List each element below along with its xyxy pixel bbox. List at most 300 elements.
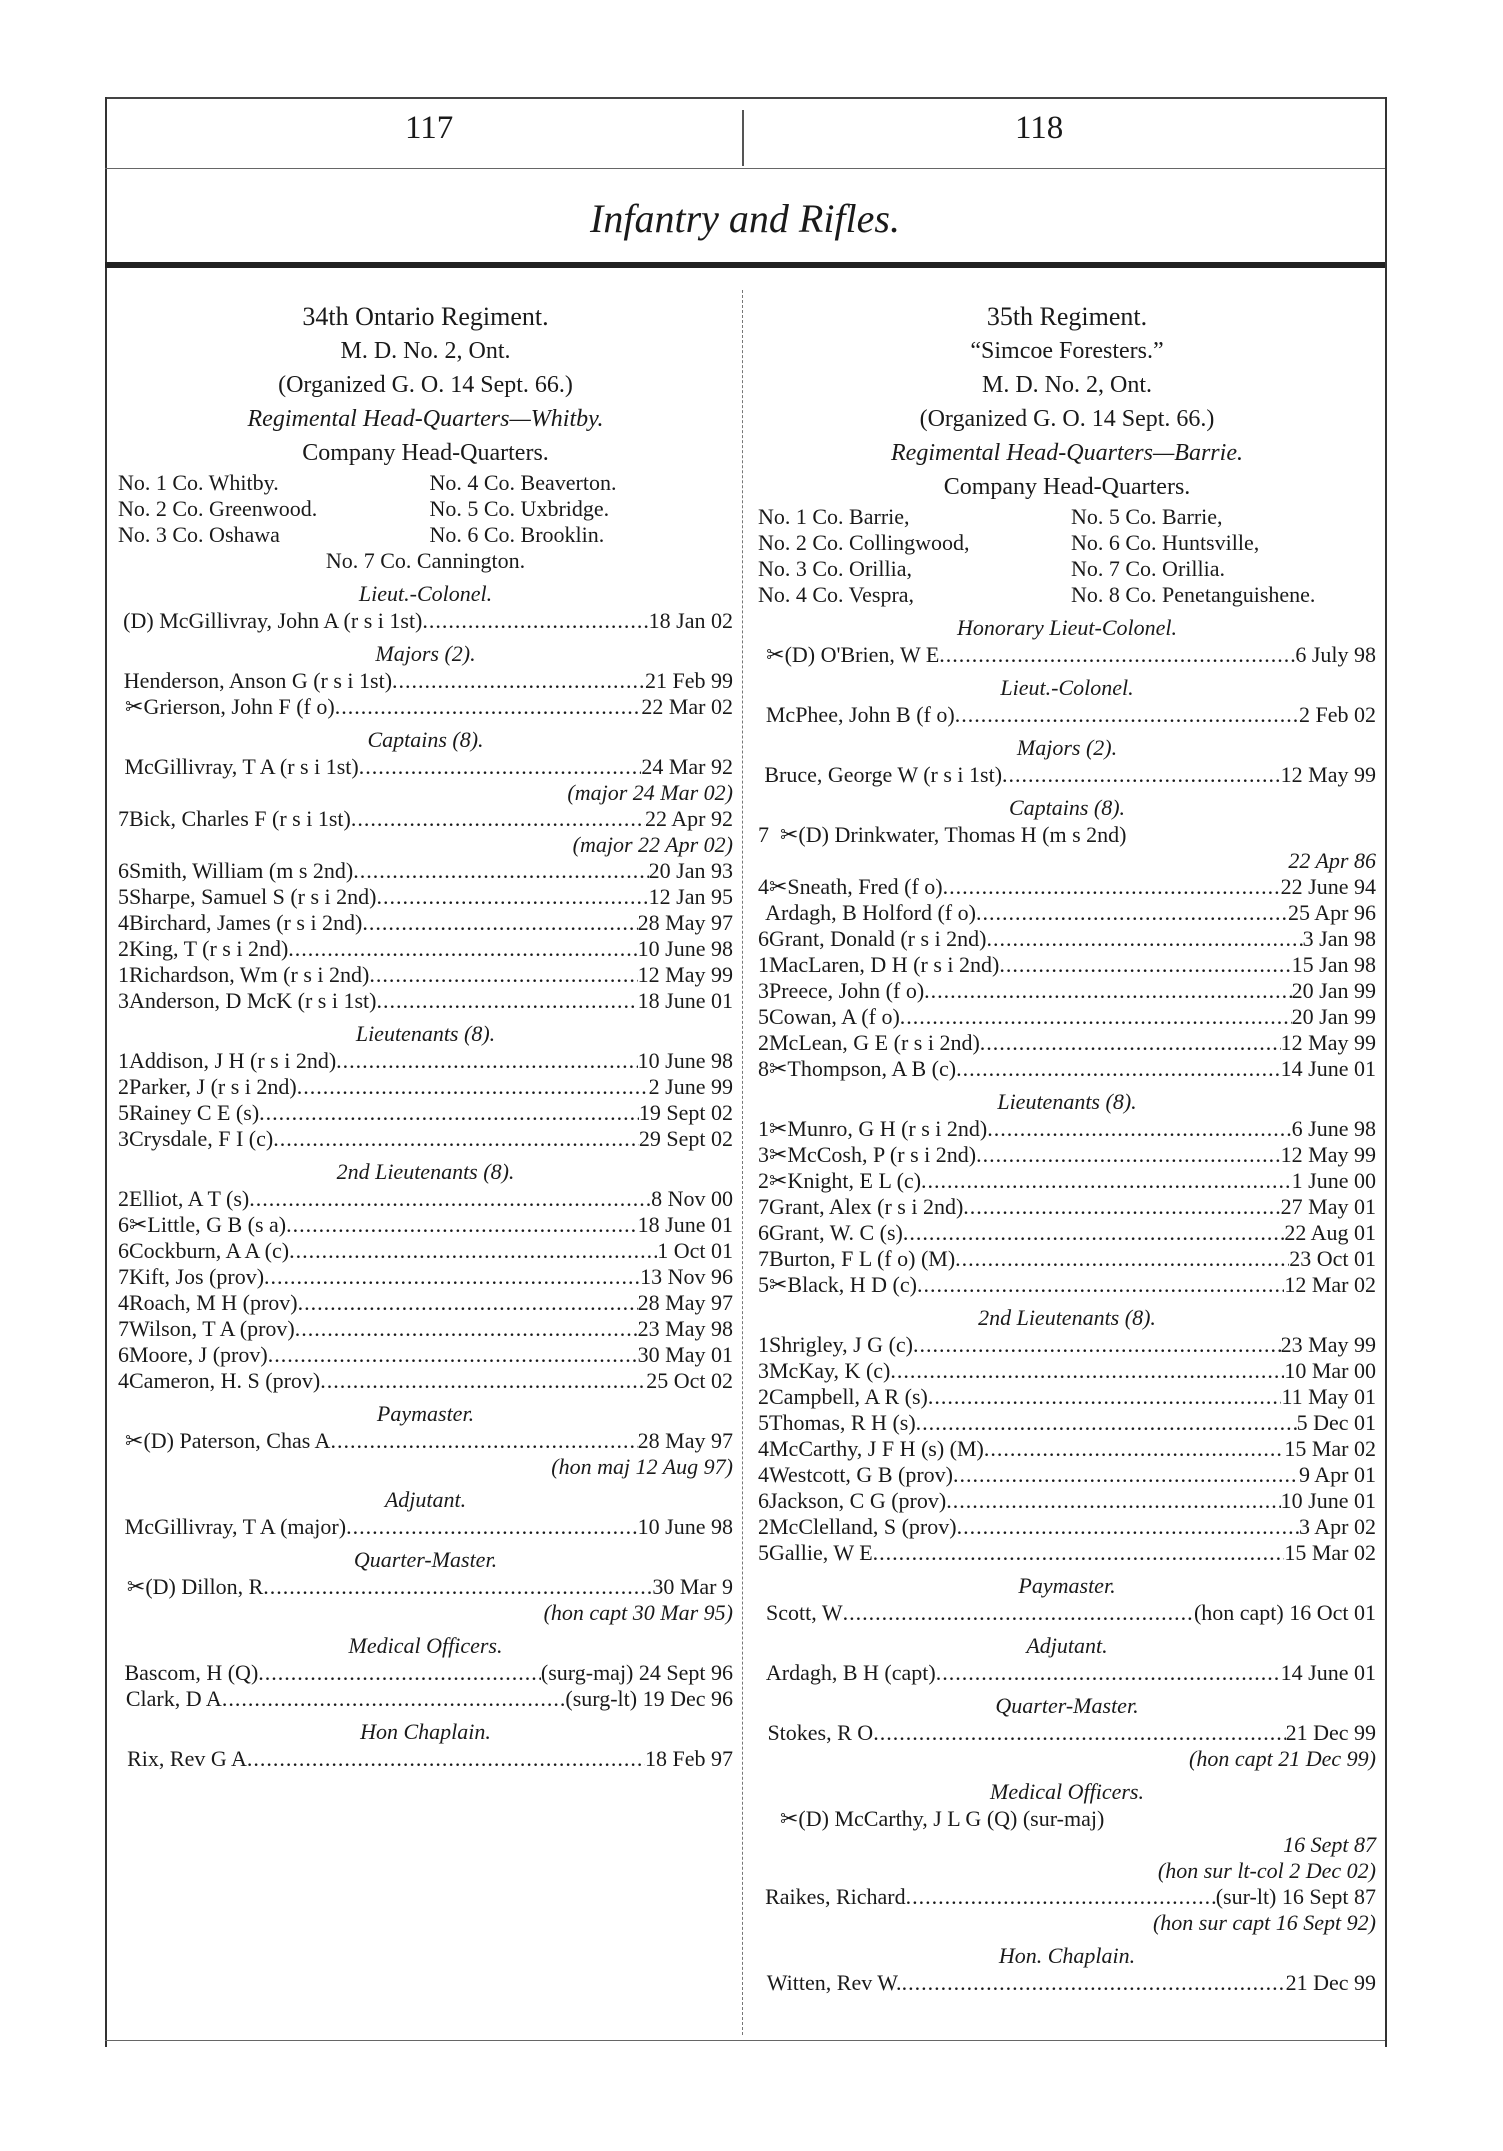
commission-date: 15 Mar 02 — [1284, 1436, 1376, 1461]
company-entry: No. 7 Co. Orillia. — [1071, 556, 1225, 581]
commission-date: 10 June 98 — [637, 936, 733, 961]
leader-dots — [906, 1884, 1216, 1910]
company-entry: No. 6 Co. Huntsville, — [1071, 530, 1260, 555]
officer-note: (major 24 Mar 02) — [567, 780, 733, 805]
officer-row — [758, 1540, 1376, 1566]
rank-heading: Lieut.-Colonel. — [1000, 675, 1134, 700]
officer-name: Parker, J (r s i 2nd) — [129, 1074, 297, 1099]
officer-row — [118, 1574, 733, 1600]
company-number — [758, 1806, 780, 1832]
company-number: 7 — [118, 1316, 129, 1341]
company-number: 2 — [118, 1074, 129, 1099]
leader-dots — [295, 1316, 638, 1342]
officer-name: Westcott, G B (prov) — [769, 1462, 953, 1487]
commission-date: 11 May 01 — [1281, 1384, 1376, 1409]
officer-name: ✂(D) McCarthy, J L G (Q) (sur-maj) — [780, 1806, 1105, 1831]
officer-name: Burton, F L (f o) (M) — [769, 1246, 956, 1271]
officer-name: Ardagh, B Holford (f o) — [765, 900, 976, 925]
commission-date: 9 Apr 01 — [1299, 1462, 1376, 1487]
officer-name: Cameron, H. S (prov) — [129, 1368, 321, 1393]
company-number: 8 — [758, 1056, 769, 1081]
commission-date: 3 Apr 02 — [1299, 1514, 1376, 1539]
company-number: 6 — [118, 1212, 129, 1237]
company-number: 7 — [758, 1194, 769, 1219]
officer-name: ✂(D) Dillon, R — [126, 1574, 264, 1599]
company-entry: No. 1 Co. Whitby. — [118, 470, 279, 495]
leader-dots — [928, 1384, 1282, 1410]
company-entry: No. 8 Co. Penetanguishene. — [1071, 582, 1316, 607]
company-number: 4 — [758, 1436, 769, 1461]
officer-row — [758, 1970, 1376, 1996]
commission-date: 25 Apr 96 — [1288, 900, 1376, 925]
officer-name: ✂(D) Paterson, Chas A — [125, 1428, 331, 1453]
commission-date: 24 Mar 92 — [641, 754, 733, 779]
commission-date: 20 Jan 99 — [1291, 978, 1376, 1003]
company-number: 1 — [118, 962, 129, 987]
officer-note: 22 Apr 86 — [1288, 848, 1376, 873]
company-number — [758, 1970, 767, 1996]
company-number: 5 — [758, 1272, 769, 1297]
commission-date: 13 Nov 96 — [640, 1264, 733, 1289]
company-number: 5 — [118, 1100, 129, 1125]
officer-name: Roach, M H (prov) — [129, 1290, 298, 1315]
commission-date: 25 Oct 02 — [646, 1368, 733, 1393]
leader-dots — [298, 1290, 638, 1316]
officer-name: Bruce, George W (r s i 1st) — [764, 762, 1003, 787]
company-number — [118, 1746, 127, 1772]
company-number — [758, 1660, 766, 1686]
officer-row — [758, 1194, 1376, 1220]
leader-dots — [943, 874, 1281, 900]
commission-date: 21 Dec 99 — [1285, 1970, 1376, 1995]
rank-heading: Quarter-Master. — [353, 1547, 498, 1572]
regimental-hq: Regimental Head-Quarters—Barrie. — [891, 440, 1243, 466]
company-entry: No. 4 Co. Vespra, — [758, 582, 915, 607]
company-number: 1 — [758, 1116, 769, 1141]
leader-dots — [376, 988, 637, 1014]
company-number: 6 — [118, 1342, 129, 1367]
company-entry: No. 5 Co. Barrie, — [1071, 504, 1223, 529]
regiment-title: 34th Ontario Regiment. — [302, 302, 549, 331]
commission-date: 12 May 99 — [1280, 1142, 1376, 1167]
officer-name: Gallie, W E — [769, 1540, 873, 1565]
leader-dots — [336, 1048, 638, 1074]
leader-dots — [335, 694, 642, 720]
officer-row — [758, 822, 1376, 848]
heavy-rule — [105, 262, 1385, 268]
company-hq-title: Company Head-Quarters. — [943, 474, 1191, 500]
leader-dots — [921, 1168, 1292, 1194]
officer-row — [118, 1290, 733, 1316]
leader-dots — [936, 1660, 1281, 1686]
officer-name: McCarthy, J F H (s) (M) — [769, 1436, 984, 1461]
company-number: 2 — [118, 1186, 129, 1211]
rank-heading: Lieutenants (8). — [355, 1021, 496, 1046]
company-entry: No. 2 Co. Collingwood, — [758, 530, 970, 555]
officer-name: Witten, Rev W. — [766, 1970, 902, 1995]
commission-date: 5 Dec 01 — [1296, 1410, 1376, 1435]
officer-name: McGillivray, T A (r s i 1st) — [124, 754, 359, 779]
officer-name: (D) McGillivray, John A (r s i 1st) — [123, 608, 423, 633]
officer-row — [118, 884, 733, 910]
officer-row — [118, 806, 733, 832]
commission-date: (hon capt) 16 Oct 01 — [1193, 1600, 1376, 1625]
officer-row — [118, 668, 733, 694]
officer-name: Rainey C E (s) — [129, 1100, 260, 1125]
officer-name: MacLaren, D H (r s i 2nd) — [769, 952, 1000, 977]
commission-date: 6 July 98 — [1295, 642, 1376, 667]
officer-name: Thomas, R H (s) — [769, 1410, 916, 1435]
officer-name: ✂Grierson, John F (f o) — [125, 694, 335, 719]
company-number: 2 — [758, 1030, 769, 1055]
header-rule — [105, 168, 1385, 169]
commission-date: 1 June 00 — [1291, 1168, 1376, 1193]
commission-date: 29 Sept 02 — [638, 1126, 733, 1151]
roster — [758, 614, 1376, 1996]
officer-name: Campbell, A R (s) — [769, 1384, 928, 1409]
officer-name: Sharpe, Samuel S (r s i 2nd) — [129, 884, 377, 909]
leader-dots — [987, 926, 1303, 952]
leader-dots — [956, 1056, 1281, 1082]
officer-name: Scott, W — [766, 1600, 843, 1625]
commission-date: 22 Apr 92 — [645, 806, 733, 831]
officer-row — [758, 762, 1376, 788]
officer-row — [118, 1342, 733, 1368]
officer-name: ✂Knight, E L (c) — [769, 1168, 922, 1193]
officer-name: Clark, D A — [125, 1686, 222, 1711]
company-list — [758, 504, 1376, 608]
company-number: 3 — [758, 1142, 769, 1167]
officer-name: ✂Thompson, A B (c) — [769, 1056, 957, 1081]
officer-row — [758, 1116, 1376, 1142]
officer-row — [118, 1100, 733, 1126]
commission-date: 10 June 01 — [1280, 1488, 1376, 1513]
company-number: 3 — [118, 1126, 129, 1151]
rank-heading: Lieutenants (8). — [997, 1089, 1137, 1114]
commission-date: 1 Oct 01 — [657, 1238, 733, 1263]
leader-dots — [873, 1720, 1285, 1746]
officer-row — [758, 1272, 1376, 1298]
commission-date: 6 June 98 — [1291, 1116, 1376, 1141]
officer-row — [118, 1264, 733, 1290]
commission-date: 28 May 97 — [637, 1428, 733, 1453]
leader-dots — [953, 1462, 1299, 1488]
rank-heading: Medical Officers. — [348, 1633, 503, 1658]
commission-date: 21 Dec 99 — [1285, 1720, 1376, 1745]
officer-name: Cowan, A (f o) — [769, 1004, 900, 1029]
company-number: 6 — [758, 1220, 769, 1245]
commission-date: 22 June 94 — [1280, 874, 1376, 899]
officer-row — [118, 962, 733, 988]
leader-dots — [939, 642, 1295, 668]
officer-name: Bascom, H (Q) — [124, 1660, 259, 1685]
company-entry: No. 6 Co. Brooklin. — [429, 522, 605, 547]
company-entry: No. 1 Co. Barrie, — [758, 504, 910, 529]
military-district: M. D. No. 2, Ont. — [340, 338, 511, 364]
commission-date: 23 Oct 01 — [1289, 1246, 1376, 1271]
officer-row — [118, 1048, 733, 1074]
company-number: 3 — [118, 988, 129, 1013]
leader-dots — [258, 1660, 541, 1686]
officer-row — [118, 988, 733, 1014]
officer-name: Grant, Alex (r s i 2nd) — [769, 1194, 964, 1219]
company-number: 7 — [118, 1264, 129, 1289]
company-entry: No. 3 Co. Orillia, — [758, 556, 912, 581]
roster — [118, 580, 733, 1772]
leader-dots — [263, 1574, 652, 1600]
commission-date: 3 Jan 98 — [1302, 926, 1376, 951]
officer-note: 16 Sept 87 — [1283, 1832, 1376, 1857]
column-34th-regiment — [118, 300, 733, 1772]
officer-row — [118, 936, 733, 962]
leader-dots — [984, 1436, 1284, 1462]
officer-name: Bick, Charles F (r s i 1st) — [129, 806, 351, 831]
leader-dots — [916, 1410, 1297, 1436]
commission-date: 12 Mar 02 — [1284, 1272, 1376, 1297]
officer-name: Cockburn, A A (c) — [129, 1238, 290, 1263]
officer-note: (hon sur lt-col 2 Dec 02) — [1157, 1858, 1376, 1883]
officer-row — [118, 1686, 733, 1712]
commission-date: (surg-lt) 19 Dec 96 — [565, 1686, 733, 1711]
officer-row — [758, 1332, 1376, 1358]
company-number — [118, 1574, 127, 1600]
organized-note: (Organized G. O. 14 Sept. 66.) — [919, 406, 1215, 432]
rank-heading: Paymaster. — [376, 1401, 475, 1426]
leader-dots — [369, 962, 637, 988]
officer-row — [118, 1212, 733, 1238]
company-list — [118, 470, 733, 548]
commission-date: 15 Jan 98 — [1291, 952, 1376, 977]
officer-row — [118, 1746, 733, 1772]
leader-dots — [273, 1126, 639, 1152]
officer-name: Grant, W. C (s) — [769, 1220, 903, 1245]
officer-name: McLean, G E (r s i 2nd) — [769, 1030, 980, 1055]
officer-row — [758, 874, 1376, 900]
company-number: 4 — [758, 874, 769, 899]
leader-dots — [247, 1746, 645, 1772]
rank-heading: Quarter-Master. — [995, 1693, 1139, 1718]
officer-row — [118, 1074, 733, 1100]
leader-dots — [359, 754, 642, 780]
rank-heading: 2nd Lieutenants (8). — [978, 1305, 1156, 1330]
officer-row — [758, 1246, 1376, 1272]
commission-date: 10 June 98 — [637, 1514, 733, 1539]
commission-date: 30 Mar 9 — [652, 1574, 733, 1599]
commission-date: 18 June 01 — [637, 988, 733, 1013]
page-number-divider — [742, 110, 744, 166]
regimental-hq: Regimental Head-Quarters—Whitby. — [247, 406, 604, 432]
officer-row — [758, 1384, 1376, 1410]
leader-dots — [259, 1100, 639, 1126]
leader-dots — [900, 1004, 1292, 1030]
officer-row — [118, 1316, 733, 1342]
company-number — [118, 1514, 125, 1540]
commission-date: 12 Jan 95 — [648, 884, 733, 909]
officer-note: (hon maj 12 Aug 97) — [551, 1454, 733, 1479]
officer-name: ✂(D) O'Brien, W E — [766, 642, 940, 667]
commission-date: 12 May 99 — [637, 962, 733, 987]
commission-date: 22 Aug 01 — [1284, 1220, 1376, 1245]
leader-dots — [873, 1540, 1285, 1566]
officer-row — [758, 1720, 1376, 1746]
leader-dots — [288, 936, 637, 962]
leader-dots — [1002, 762, 1281, 788]
commission-date: 18 Jan 02 — [648, 608, 733, 633]
company-number — [118, 694, 125, 720]
rank-heading: Captains (8). — [1008, 795, 1126, 820]
company-number: 1 — [758, 952, 769, 977]
commission-date: 28 May 97 — [637, 910, 733, 935]
leader-dots — [264, 1264, 640, 1290]
commission-date: 12 May 99 — [1280, 762, 1376, 787]
company-entry: No. 2 Co. Greenwood. — [118, 496, 318, 521]
officer-row — [758, 1358, 1376, 1384]
company-number: 7 — [758, 822, 769, 847]
officer-row — [758, 1436, 1376, 1462]
leader-dots — [890, 1358, 1284, 1384]
officer-row — [118, 1186, 733, 1212]
company-number — [118, 1686, 126, 1712]
company-number: 4 — [118, 1368, 129, 1393]
commission-date: 20 Jan 93 — [648, 858, 733, 883]
leader-dots — [999, 952, 1291, 978]
officer-note: (hon capt 21 Dec 99) — [1189, 1746, 1376, 1771]
officer-note: (hon sur capt 16 Sept 92) — [1152, 1910, 1376, 1935]
officer-note: (major 22 Apr 02) — [572, 832, 733, 857]
leader-dots — [946, 1488, 1280, 1514]
officer-row — [758, 1660, 1376, 1686]
commission-date: 14 June 01 — [1280, 1660, 1376, 1685]
officer-name: Stokes, R O — [767, 1720, 874, 1745]
officer-name: Elliot, A T (s) — [129, 1186, 250, 1211]
officer-name: ✂Little, G B (s a) — [129, 1212, 287, 1237]
leader-dots — [903, 1220, 1284, 1246]
officer-name: Richardson, Wm (r s i 2nd) — [129, 962, 370, 987]
company-number — [758, 1600, 766, 1626]
commission-date: 30 May 01 — [637, 1342, 733, 1367]
officer-row — [758, 1410, 1376, 1436]
company-number: 5 — [118, 884, 129, 909]
officer-name: Ardagh, B H (capt) — [765, 1660, 936, 1685]
officer-row — [758, 1514, 1376, 1540]
commission-date: 20 Jan 99 — [1291, 1004, 1376, 1029]
officer-name: ✂McCosh, P (r s i 2nd) — [769, 1142, 977, 1167]
officer-row — [758, 926, 1376, 952]
officer-name: King, T (r s i 2nd) — [129, 936, 289, 961]
company-entry: No. 5 Co. Uxbridge. — [429, 496, 610, 521]
officer-row — [758, 1806, 1376, 1832]
company-number — [758, 642, 766, 668]
commission-date: 18 June 01 — [637, 1212, 733, 1237]
officer-row — [758, 1168, 1376, 1194]
officer-name: Addison, J H (r s i 2nd) — [129, 1048, 337, 1073]
leader-dots — [376, 884, 648, 910]
leader-dots — [987, 1116, 1291, 1142]
officer-name: Preece, John (f o) — [769, 978, 925, 1003]
commission-date: 23 May 98 — [637, 1316, 733, 1341]
officer-name: Kift, Jos (prov) — [129, 1264, 265, 1289]
company-number: 1 — [758, 1332, 769, 1357]
leader-dots — [320, 1368, 646, 1394]
company-number: 2 — [758, 1384, 769, 1409]
commission-date: 14 June 01 — [1280, 1056, 1376, 1081]
leader-dots — [976, 900, 1288, 926]
officer-row — [758, 1030, 1376, 1056]
officer-name: Moore, J (prov) — [129, 1342, 268, 1367]
rank-heading: Majors (2). — [1016, 735, 1118, 760]
officer-name: Birchard, James (r s i 2nd) — [129, 910, 363, 935]
leader-dots — [330, 1428, 637, 1454]
company-number: 7 — [118, 806, 129, 831]
rank-heading: Captains (8). — [367, 727, 484, 752]
rank-heading: Paymaster. — [1018, 1573, 1116, 1598]
commission-date: 28 May 97 — [637, 1290, 733, 1315]
company-number: 1 — [118, 1048, 129, 1073]
commission-date: (sur-lt) 16 Sept 87 — [1215, 1884, 1376, 1909]
company-number — [758, 702, 766, 728]
military-district: M. D. No. 2, Ont. — [981, 372, 1152, 398]
officer-row — [758, 642, 1376, 668]
company-number — [758, 900, 765, 926]
commission-date: 15 Mar 02 — [1284, 1540, 1376, 1565]
officer-row — [758, 900, 1376, 926]
leader-dots — [955, 1246, 1289, 1272]
leader-dots — [976, 1142, 1281, 1168]
company-number: 4 — [118, 1290, 129, 1315]
regiment-subtitle: “Simcoe Foresters.” — [970, 338, 1164, 364]
commission-date: (surg-maj) 24 Sept 96 — [540, 1660, 733, 1685]
leader-dots — [902, 1970, 1286, 1996]
officer-row — [118, 1660, 733, 1686]
leader-dots — [957, 1514, 1299, 1540]
company-number — [758, 1720, 767, 1746]
column-35th-regiment — [758, 300, 1376, 1996]
company-last: No. 7 Co. Cannington. — [325, 548, 526, 573]
officer-row — [758, 978, 1376, 1004]
officer-name: Raikes, Richard — [765, 1884, 906, 1909]
commission-date: 12 May 99 — [1280, 1030, 1376, 1055]
officer-name: Grant, Donald (r s i 2nd) — [769, 926, 987, 951]
commission-date: 27 May 01 — [1280, 1194, 1376, 1219]
leader-dots — [392, 668, 645, 694]
officer-row — [118, 694, 733, 720]
officer-row — [118, 754, 733, 780]
commission-date: 18 Feb 97 — [645, 1746, 733, 1771]
company-number: 2 — [758, 1168, 769, 1193]
officer-name: McKay, K (c) — [769, 1358, 891, 1383]
company-hq-title: Company Head-Quarters. — [302, 440, 549, 466]
officer-row — [758, 1004, 1376, 1030]
rank-heading: Adjutant. — [384, 1487, 467, 1512]
rank-heading: Medical Officers. — [990, 1779, 1144, 1804]
company-number: 7 — [758, 1246, 769, 1271]
leader-dots — [362, 910, 637, 936]
company-entry: No. 4 Co. Beaverton. — [429, 470, 617, 495]
leader-dots — [222, 1686, 566, 1712]
officer-row — [118, 608, 733, 634]
company-entry: No. 3 Co. Oshawa — [118, 522, 280, 547]
company-number: 2 — [758, 1514, 769, 1539]
commission-date: 19 Sept 02 — [638, 1100, 733, 1125]
commission-date: 23 May 99 — [1280, 1332, 1376, 1357]
officer-name: McClelland, S (prov) — [769, 1514, 957, 1539]
commission-date: 8 Nov 00 — [651, 1186, 733, 1211]
officer-name: Smith, William (m s 2nd) — [129, 858, 354, 883]
leader-dots — [913, 1332, 1281, 1358]
officer-row — [758, 1142, 1376, 1168]
rank-heading: Hon. Chaplain. — [998, 1943, 1136, 1968]
company-number: 3 — [758, 1358, 769, 1383]
